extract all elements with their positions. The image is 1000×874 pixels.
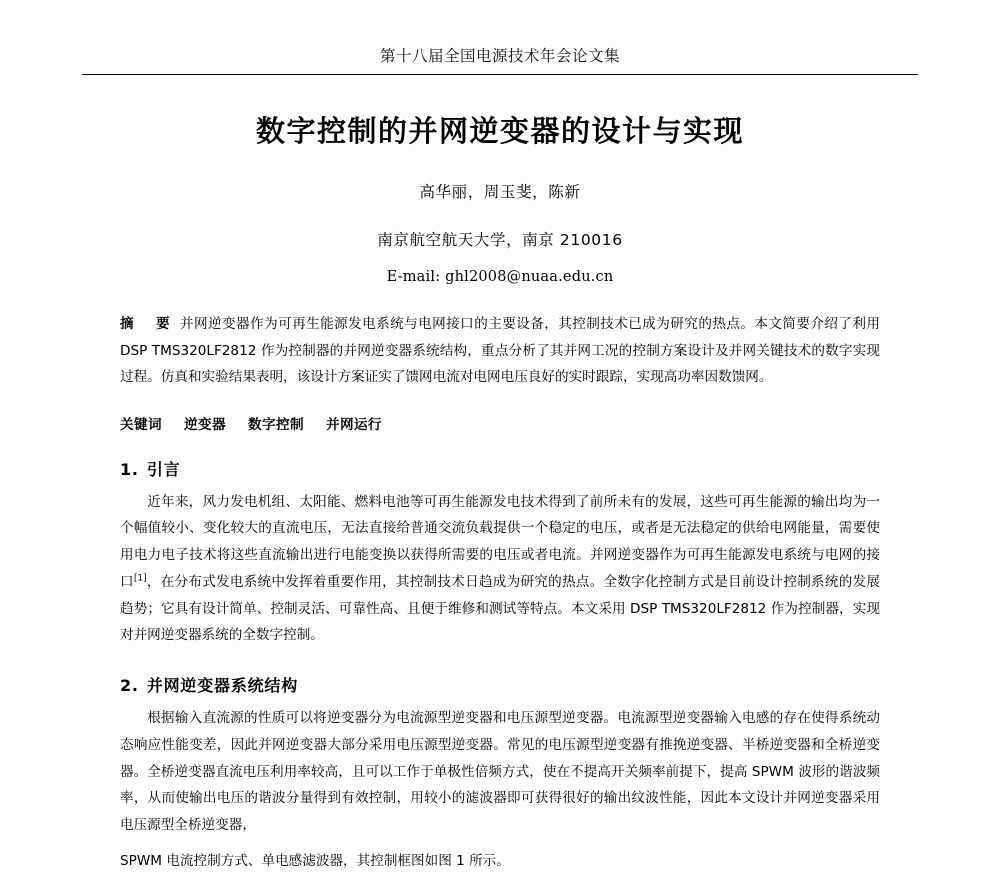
section-2-paragraph-clipped (120, 848, 880, 874)
paragraph-text: 根据输入直流源的性质可以将逆变器分为电流源型逆变器和电压源型逆变器。电流源型逆变器输入电感的存在使得系统动态响应性能变差，因此并网逆变器大部分采用电压源型逆变器。常见的电压源型逆变器有推挽逆变器、半桥逆变器和全桥逆变器。全桥逆变器直流电压利用率较高，且可以工作于单极性倍频方式，使在不提高开关频率前提下，提高 SPWM 波形的谐波频率，从而使输出电压的谐波分量得到有效控制，用较小的滤波器即可获得很好的输出纹波性能，因此本文设计并网逆变器采用电压源型全桥逆变器， (120, 710, 880, 834)
section-title: 引言 (146, 459, 181, 479)
paragraph-text-cont: SPWM 电流控制方式、单电感滤波器，其控制框图如图 1 所示。 (120, 852, 510, 869)
author-list: 高华丽，周玉斐，陈新 (419, 183, 581, 201)
paragraph-text-cont: ，在分布式发电系统中发挥着重要作用，其控制技术日趋成为研究的热点。全数字化控制方式是目前设计控制系统的发展趋势；它具有设计简单、控制灵活、可靠性高、且便于维修和测试等特点。本文采用 DSP TMS320LF2812 作为控制器，实现对并网逆变器系统的全数字控制。 (120, 573, 881, 644)
abstract-label: 摘 要 (120, 316, 175, 332)
section-heading-1 (120, 457, 880, 480)
section-title: 并网逆变器系统结构 (146, 676, 299, 696)
section-2-paragraph (120, 705, 880, 839)
page-title: 数字控制的并网逆变器的设计与实现 (255, 114, 744, 148)
contact-email: E-mail: ghl2008@nuaa.edu.cn (386, 269, 614, 285)
section-number: 2. (120, 676, 139, 696)
keyword-item: 并网运行 (325, 416, 382, 433)
affiliation: 南京航空航天大学，南京 210016 (377, 231, 623, 249)
citation-ref: [1] (133, 573, 147, 584)
keyword-item: 逆变器 (183, 416, 226, 433)
section-number: 1. (120, 459, 139, 479)
abstract-text: 并网逆变器作为可再生能源发电系统与电网接口的主要设备，其控制技术已成为研究的热点。本文简要介绍了利用 DSP TMS320LF2812 作为控制器的并网逆变器系统结构，重点分析了其并网工况的控制方案设计及并网关键技术的数字实现过程。仿真和实验结果表明，该设计方案证实了馈网电流对电网电压良好的实时跟踪，实现高功率因数馈网。 (120, 316, 881, 385)
abstract-block (120, 311, 880, 391)
keywords-label: 关键词 (120, 416, 162, 433)
paragraph-text: 近年来，风力发电机组、太阳能、燃料电池等可再生能源发电技术得到了前所未有的发展，这些可再生能源的输出均为一个幅值较小、变化较大的直流电压，无法直接给普通交流负载提供一个稳定的电压，或者是无法稳定的供给电网能量，需要使用电力电子技术将这些直流输出进行电能变换以获得所需要的电压或者电流。并网逆变器作为可再生能源发电系统与电网的接口 (120, 493, 880, 590)
section-heading-2 (120, 673, 880, 696)
section-1-paragraph (120, 489, 880, 650)
header-divider (82, 74, 918, 75)
running-head: 第十八届全国电源技术年会论文集 (379, 47, 620, 65)
keyword-item: 数字控制 (247, 416, 304, 433)
keywords-block (120, 413, 880, 433)
